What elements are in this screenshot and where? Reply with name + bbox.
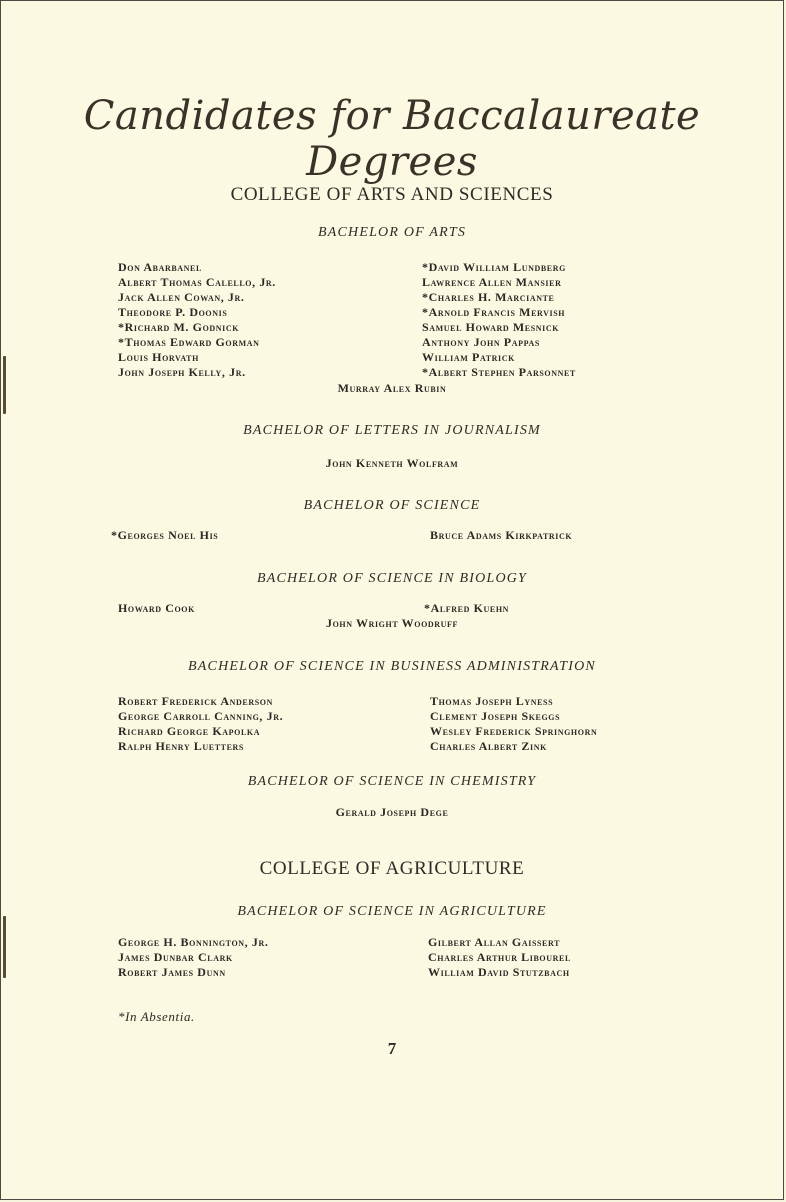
bio-names-left — [118, 601, 195, 616]
graduate-name: Albert Thomas Calello, Jr. — [118, 275, 276, 289]
bio-center-name: John Wright Woodruff — [325, 616, 458, 630]
bachelor-science-business-heading: BACHELOR OF SCIENCE IN BUSINESS ADMINISTRATION — [188, 659, 596, 674]
graduate-name: *Thomas Edward Gorman — [118, 335, 260, 349]
bachelor-of-arts-heading: BACHELOR OF ARTS — [317, 225, 467, 240]
graduate-name: Thomas Joseph Lyness — [430, 694, 554, 708]
graduate-name: Theodore P. Doonis — [118, 305, 228, 319]
in-absentia-footnote: *In Absentia. — [118, 1009, 195, 1024]
chem-center-name: Gerald Joseph Dege — [335, 805, 449, 819]
bachelor-of-science-heading: BACHELOR OF SCIENCE — [303, 498, 481, 513]
graduate-name: Robert James Dunn — [118, 965, 226, 979]
bio-names-right — [424, 601, 509, 616]
graduate-name: William David Stutzbach — [428, 965, 570, 979]
page-title: Candidates for Baccalaureate Degrees — [83, 93, 701, 185]
bsa-names-left — [118, 935, 268, 980]
bachelor-science-chemistry-heading: BACHELOR OF SCIENCE IN CHEMISTRY — [247, 774, 537, 789]
graduate-name: Samuel Howard Mesnick — [422, 320, 560, 334]
graduate-name: Ralph Henry Luetters — [118, 739, 244, 753]
binding-staple-bottom — [3, 916, 6, 978]
ba-names-right — [422, 260, 576, 380]
graduate-name: Wesley Frederick Springhorn — [430, 724, 598, 738]
graduate-name: *Alfred Kuehn — [424, 601, 510, 615]
graduate-name: *Arnold Francis Mervish — [422, 305, 566, 319]
bus-names-right — [430, 694, 597, 754]
graduate-name: Howard Cook — [118, 601, 195, 615]
bachelor-science-agriculture-heading: BACHELOR OF SCIENCE IN AGRICULTURE — [237, 904, 547, 919]
graduate-name: Jack Allen Cowan, Jr. — [118, 290, 245, 304]
graduate-name: Anthony John Pappas — [422, 335, 540, 349]
page-number: 7 — [387, 1039, 397, 1058]
bachelor-letters-journalism-heading: BACHELOR OF LETTERS IN JOURNALISM — [243, 423, 541, 438]
graduate-name: *Charles H. Marciante — [422, 290, 555, 304]
graduate-name: Gilbert Allan Gaissert — [428, 935, 561, 949]
graduate-name: Robert Frederick Anderson — [118, 694, 273, 708]
graduate-name: *Georges Noel His — [111, 528, 219, 542]
graduate-name: *Albert Stephen Parsonnet — [422, 365, 576, 379]
graduate-name: Lawrence Allen Mansier — [422, 275, 562, 289]
graduate-name: Charles Arthur Libourel — [428, 950, 571, 964]
graduate-name: William Patrick — [422, 350, 515, 364]
ba-center-name: Murray Alex Rubin — [337, 381, 447, 395]
bs-names-right — [430, 528, 572, 543]
graduate-name: James Dunbar Clark — [118, 950, 233, 964]
graduate-name: George H. Bonnington, Jr. — [118, 935, 269, 949]
bachelor-science-biology-heading: BACHELOR OF SCIENCE IN BIOLOGY — [256, 571, 528, 586]
college-arts-sciences-heading: COLLEGE OF ARTS AND SCIENCES — [230, 184, 554, 205]
graduate-name: John Joseph Kelly, Jr. — [118, 365, 246, 379]
college-agriculture-heading: COLLEGE OF AGRICULTURE — [259, 858, 525, 879]
graduate-name: Richard George Kapolka — [118, 724, 261, 738]
graduate-name: George Carroll Canning, Jr. — [118, 709, 284, 723]
graduate-name: *Richard M. Godnick — [118, 320, 240, 334]
graduate-name: Charles Albert Zink — [430, 739, 547, 753]
bus-names-left — [118, 694, 283, 754]
ba-names-left — [118, 260, 276, 380]
bs-names-left — [111, 528, 218, 543]
blj-center-name: John Kenneth Wolfram — [325, 456, 459, 470]
graduate-name: *David William Lundberg — [422, 260, 566, 274]
graduate-name: Bruce Adams Kirkpatrick — [430, 528, 573, 542]
graduate-name: Louis Horvath — [118, 350, 199, 364]
graduate-name: Clement Joseph Skeggs — [430, 709, 561, 723]
bsa-names-right — [428, 935, 571, 980]
graduate-name: Don Abarbanel — [118, 260, 202, 274]
